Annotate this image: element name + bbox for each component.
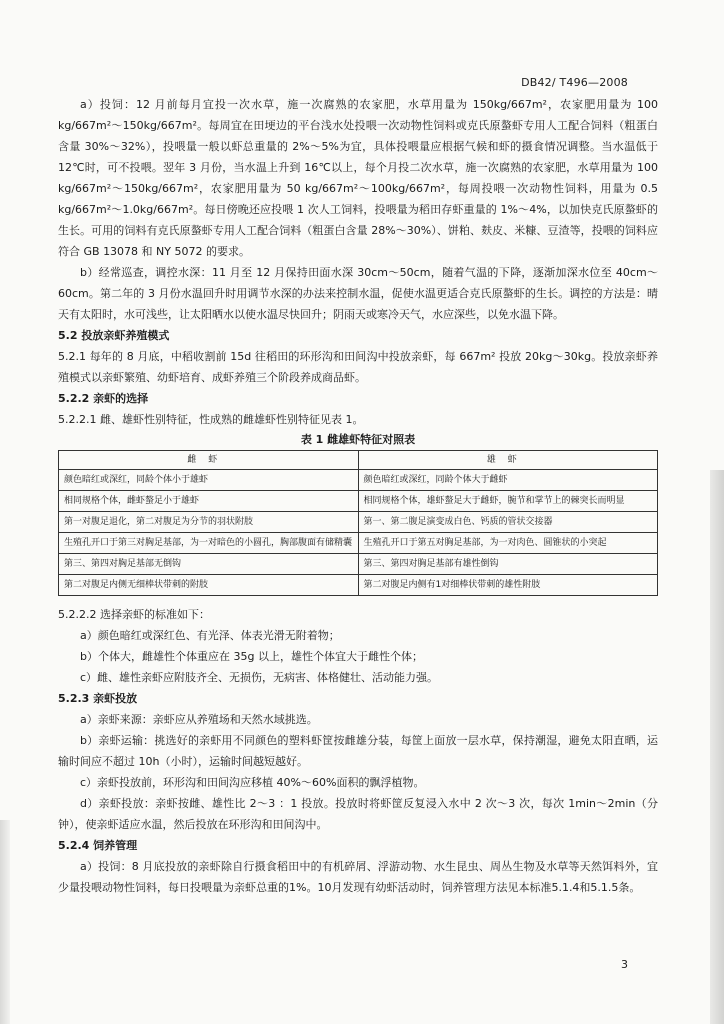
column-header-female: 雌虾 <box>59 451 359 470</box>
section-heading-5-2-3: 5.2.3 亲虾投放 <box>58 692 138 705</box>
section-heading-5-2-2: 5.2.2 亲虾的选择 <box>58 392 149 405</box>
criteria-item: c）雌、雄性亲虾应附肢齐全、无损伤，无病害、体格健壮、活动能力强。 <box>80 671 439 684</box>
section-5-2-1: 5.2.1 每年的 8 月底，中稻收割前 15d 往稻田的环形沟和田间沟中投放亲虾，每 667m² 投放 20kg～30kg。投放亲虾养殖模式以亲虾繁殖、幼虾培育、成虾养殖三个阶段养成商品虾。 <box>58 350 658 384</box>
table-cell: 生殖孔开口于第五对胸足基部，为一对肉色、圆锥状的小突起 <box>358 533 658 554</box>
document-body <box>58 94 658 898</box>
table-cell: 第二对腹足内侧无细棒状带刺的附肢 <box>59 575 359 596</box>
section-5-2-2-2: 5.2.2.2 选择亲虾的标准如下： <box>58 608 210 621</box>
scan-shadow-right <box>710 470 724 1024</box>
table-cell: 第二对腹足内侧有1对细棒状带刺的雄性附肢 <box>358 575 658 596</box>
stocking-item: a）亲虾来源：亲虾应从养殖场和天然水域挑选。 <box>80 713 318 726</box>
criteria-item: a）颜色暗红或深红色、有光泽、体表光滑无附着物； <box>80 629 340 642</box>
table-cell: 颜色暗红或深红，同龄个体小于雄虾 <box>59 470 359 491</box>
scan-shadow-left <box>0 820 10 1024</box>
table-row <box>59 512 658 533</box>
table-header-row <box>59 451 658 470</box>
table-row <box>59 470 658 491</box>
table-row <box>59 491 658 512</box>
table-cell: 生殖孔开口于第三对胸足基部，为一对暗色的小圆孔，胸部腹面有储精囊 <box>59 533 359 554</box>
section-heading-5-2: 5.2 投放亲虾养殖模式 <box>58 329 170 342</box>
criteria-item: b）个体大，雌雄性个体重应在 35g 以上，雄性个体宜大于雌性个体； <box>80 650 423 663</box>
table-cell: 颜色暗红或深红，同龄个体大于雌虾 <box>358 470 658 491</box>
stocking-item: d）亲虾投放：亲虾按雌、雄性比 2～3 ：1 投放。投放时将虾筐反复浸入水中 2 次～3 次，每次 1min～2min（分钟），使亲虾适应水温，然后投放在环形沟和田间沟中。 <box>58 797 658 831</box>
table-cell: 相同规格个体，雌虾螯足小于雄虾 <box>59 491 359 512</box>
table-cell: 第三、第四对胸足基部无倒钩 <box>59 554 359 575</box>
paragraph-feeding-schedule: a）投饲：12 月前每月宜投一次水草，施一次腐熟的农家肥，水草用量为 150kg/667m²，农家肥用量为 100 kg/667m²～150kg/667m²。每周宜在田埂边的平台浅水处投喂一次动物性饲料或克氏原螯虾专用人工配合饲料（粗蛋白含量 30%～32%），投喂量一般以虾总重量的 2%～5%为宜，具体投喂量应根据气候和虾的摄食情况调整。当水温低于 12℃时，可不投喂。翌年 3 月份，当水温上升到 16℃以上，每个月投二次水草，施一次腐熟的农家肥，水草用量为 100 kg/667m²～150kg/667m²，农家肥用量为 50 kg/667m²～100kg/667m²，每周投喂一次动物性饲料，用量为 0.5 kg/667m²～1.0kg/667m²。每日傍晚还应投喂 1 次人工饲料，投喂量为稻田存虾重量的 1%～4%，以加快克氏原螯虾的生长。可用的饲料有克氏原螯虾专用人工配合饲料（粗蛋白含量 28%～30%）、饼粕、麸皮、米糠、豆渣等，投喂的饲料应符合 GB 13078 和 NY 5072 的要求。 <box>58 98 658 258</box>
paragraph-feeding-management: a）投饲：8 月底投放的亲虾除自行摄食稻田中的有机碎屑、浮游动物、水生昆虫、周丛生物及水草等天然饵料外，宜少量投喂动物性饲料，每日投喂量为亲虾总重的1%。10月发现有幼虾活动时，饲养管理方法见本标准5.1.4和5.1.5条。 <box>58 860 658 894</box>
standard-code-header: DB42/ T496—2008 <box>521 76 628 89</box>
table-cell: 相同规格个体，雄虾螯足大于雌虾，腕节和掌节上的棘突长而明显 <box>358 491 658 512</box>
page-number: 3 <box>621 958 628 971</box>
paragraph-water-depth: b）经常巡查，调控水深：11 月至 12 月保持田面水深 30cm～50cm，随着气温的下降，逐渐加深水位至 40cm～60cm。第二年的 3 月份水温回升时用调节水深的办法来控制水温，促使水温更适合克氏原螯虾的生长。调控的方法是：晴天有太阳时，水可浅些，让太阳晒水以使水温尽快回升；阴雨天或寒冷天气，水应深些，以免水温下降。 <box>58 266 658 321</box>
table-cell: 第三、第四对胸足基部有雄性倒钩 <box>358 554 658 575</box>
table-cell: 第一、第二腹足演变成白色、钙质的管状交接器 <box>358 512 658 533</box>
stocking-item: c）亲虾投放前，环形沟和田间沟应移植 40%～60%面积的飘浮植物。 <box>80 776 425 789</box>
table-cell: 第一对腹足退化，第二对腹足为分节的羽状附肢 <box>59 512 359 533</box>
table-row <box>59 533 658 554</box>
sex-characteristics-table <box>58 450 658 596</box>
table-caption: 表 1 雌雄虾特征对照表 <box>300 433 416 446</box>
column-header-male: 雄虾 <box>358 451 658 470</box>
table-row <box>59 554 658 575</box>
section-heading-5-2-4: 5.2.4 饲养管理 <box>58 839 138 852</box>
table-row <box>59 575 658 596</box>
section-5-2-2-1: 5.2.2.1 雌、雄虾性别特征，性成熟的雌雄虾性别特征见表 1。 <box>58 413 364 426</box>
stocking-item: b）亲虾运输：挑选好的亲虾用不同颜色的塑料虾筐按雌雄分装，每筐上面放一层水草，保持潮湿，避免太阳直晒，运输时间应不超过 10h（小时），运输时间越短越好。 <box>58 734 658 768</box>
